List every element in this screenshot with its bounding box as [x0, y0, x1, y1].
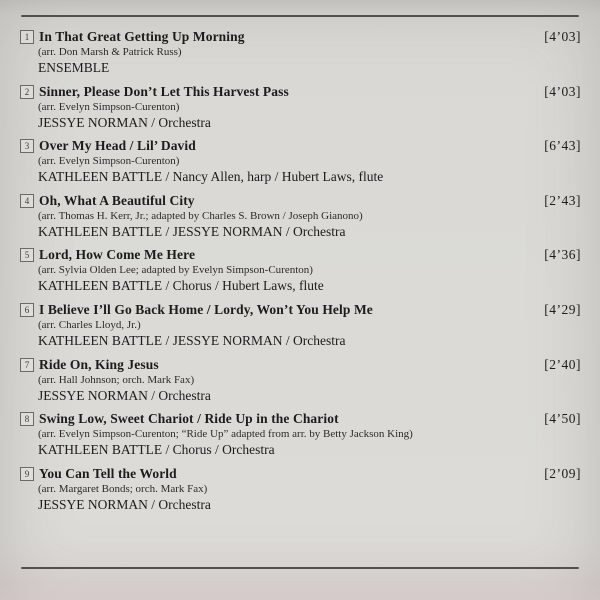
track-row	[20, 29, 581, 84]
track-title-line	[20, 466, 581, 482]
track-performers: KATHLEEN BATTLE / Chorus / Hubert Laws, flute	[38, 278, 324, 294]
track-title-line	[20, 193, 581, 209]
track-title-line	[20, 247, 581, 263]
track-arranger-credit: (arr. Hall Johnson; orch. Mark Fax)	[38, 373, 195, 386]
track-title: Lord, How Come Me Here	[39, 247, 196, 263]
track-title: Oh, What A Beautiful City	[39, 192, 195, 208]
track-title-line	[20, 357, 581, 373]
track-arranger-credit: (arr. Margaret Bonds; orch. Mark Fax)	[38, 482, 208, 495]
track-arranger-credit: (arr. Evelyn Simpson-Curenton)	[38, 155, 180, 168]
track-performers: KATHLEEN BATTLE / JESSYE NORMAN / Orchestra	[38, 223, 346, 239]
track-title-line	[20, 29, 581, 45]
track-title: Sinner, Please Don’t Let This Harvest Pass	[39, 83, 289, 99]
track-row	[20, 193, 581, 248]
track-duration: [4’36]	[544, 247, 581, 263]
track-arranger-credit: (arr. Thomas H. Kerr, Jr.; adapted by Charles S. Brown / Joseph Gianono)	[38, 209, 363, 222]
track-row	[20, 302, 581, 357]
track-duration: [4’29]	[544, 301, 581, 317]
track-arranger-credit: (arr. Don Marsh & Patrick Russ)	[38, 46, 182, 58]
track-performers: ENSEMBLE	[38, 60, 110, 75]
track-row	[20, 138, 581, 193]
track-title: You Can Tell the World	[39, 465, 177, 481]
track-title: Over My Head / Lil’ David	[39, 138, 196, 154]
track-row	[20, 357, 581, 412]
track-row	[20, 466, 581, 521]
track-performers: KATHLEEN BATTLE / Nancy Allen, harp / Hubert Laws, flute	[38, 169, 384, 185]
track-title: Ride On, King Jesus	[39, 356, 159, 372]
track-arranger-credit: (arr. Charles Lloyd, Jr.)	[38, 318, 141, 331]
track-performers: JESSYE NORMAN / Orchestra	[38, 387, 211, 403]
track-duration: [2’40]	[544, 356, 581, 372]
track-number-box: 1	[20, 30, 34, 44]
track-duration: [2’09]	[544, 465, 581, 481]
track-row	[20, 411, 581, 466]
track-number-box: 8	[20, 412, 34, 426]
track-number-box: 5	[20, 248, 34, 262]
track-number-box: 3	[20, 139, 34, 153]
track-title-line	[20, 411, 581, 427]
track-performers: JESSYE NORMAN / Orchestra	[38, 114, 211, 130]
track-row	[20, 247, 581, 302]
track-title: In That Great Getting Up Morning	[39, 29, 245, 44]
track-number-box: 7	[20, 358, 34, 372]
track-duration: [4’50]	[544, 411, 581, 427]
track-duration: [6’43]	[544, 138, 581, 154]
track-duration: [2’43]	[544, 192, 581, 208]
track-list	[20, 29, 581, 520]
track-performers: JESSYE NORMAN / Orchestra	[38, 496, 211, 512]
track-title: Swing Low, Sweet Chariot / Ride Up in the Chariot	[39, 411, 339, 427]
track-title-line	[20, 138, 581, 154]
track-number-box: 4	[20, 194, 34, 208]
track-title-line	[20, 302, 581, 318]
track-arranger-credit: (arr. Sylvia Olden Lee; adapted by Evelyn Simpson-Curenton)	[38, 264, 313, 277]
track-row	[20, 84, 581, 139]
top-rule	[21, 15, 579, 17]
track-duration: [4’03]	[544, 83, 581, 99]
track-number-box: 6	[20, 303, 34, 317]
track-title: I Believe I’ll Go Back Home / Lordy, Won’t You Help Me	[39, 301, 373, 317]
track-number-box: 9	[20, 467, 34, 481]
track-arranger-credit: (arr. Evelyn Simpson-Curenton; “Ride Up” adapted from arr. by Betty Jackson King)	[38, 428, 413, 441]
track-arranger-credit: (arr. Evelyn Simpson-Curenton)	[38, 100, 180, 113]
track-duration: [4’03]	[544, 29, 581, 44]
track-number-box: 2	[20, 85, 34, 99]
track-performers: KATHLEEN BATTLE / Chorus / Orchestra	[38, 442, 275, 458]
track-title-line	[20, 84, 581, 100]
bottom-rule	[21, 567, 579, 569]
track-performers: KATHLEEN BATTLE / JESSYE NORMAN / Orchestra	[38, 332, 346, 348]
